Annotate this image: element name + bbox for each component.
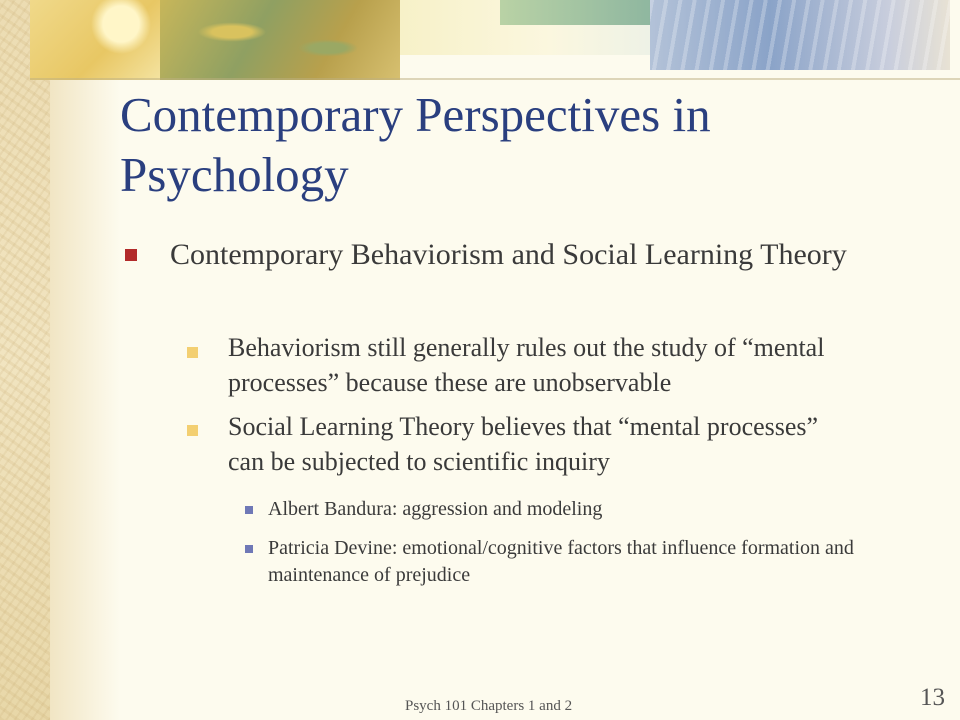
- slide-footer: Psych 101 Chapters 1 and 2: [405, 698, 573, 714]
- bullet-marker-level2: [187, 347, 198, 358]
- bullet-marker-level3: [245, 506, 253, 514]
- bullet-level1: Contemporary Behaviorism and Social Learning Theory: [170, 238, 847, 271]
- bullet-marker-level1: [125, 249, 137, 261]
- bullet-marker-level2: [187, 425, 198, 436]
- banner-blue-panel: [650, 0, 950, 70]
- bullet-level2: Social Learning Theory believes that “mental processes” can be subjected to scientific inquiry: [228, 412, 819, 476]
- left-texture-strip: [0, 0, 50, 720]
- banner-leaves: [160, 0, 400, 80]
- bullet-marker-level3: [245, 545, 253, 553]
- bullet-level2: Behaviorism still generally rules out the study of “mental processes” because these are unobservable: [228, 333, 825, 397]
- banner-shadow: [30, 78, 960, 80]
- banner-green-panel: [500, 0, 650, 25]
- left-gradient-fade: [50, 0, 120, 720]
- slide-title: Contemporary Perspectives in Psychology: [120, 87, 711, 202]
- banner-yellow-flower: [30, 0, 160, 80]
- bullet-level3: Albert Bandura: aggression and modeling: [268, 498, 603, 520]
- page-number: 13: [920, 684, 945, 711]
- top-banner-collage: [30, 0, 960, 80]
- bullet-level3: Patricia Devine: emotional/cognitive factors that influence formation and maintenance of prejudice: [268, 537, 854, 586]
